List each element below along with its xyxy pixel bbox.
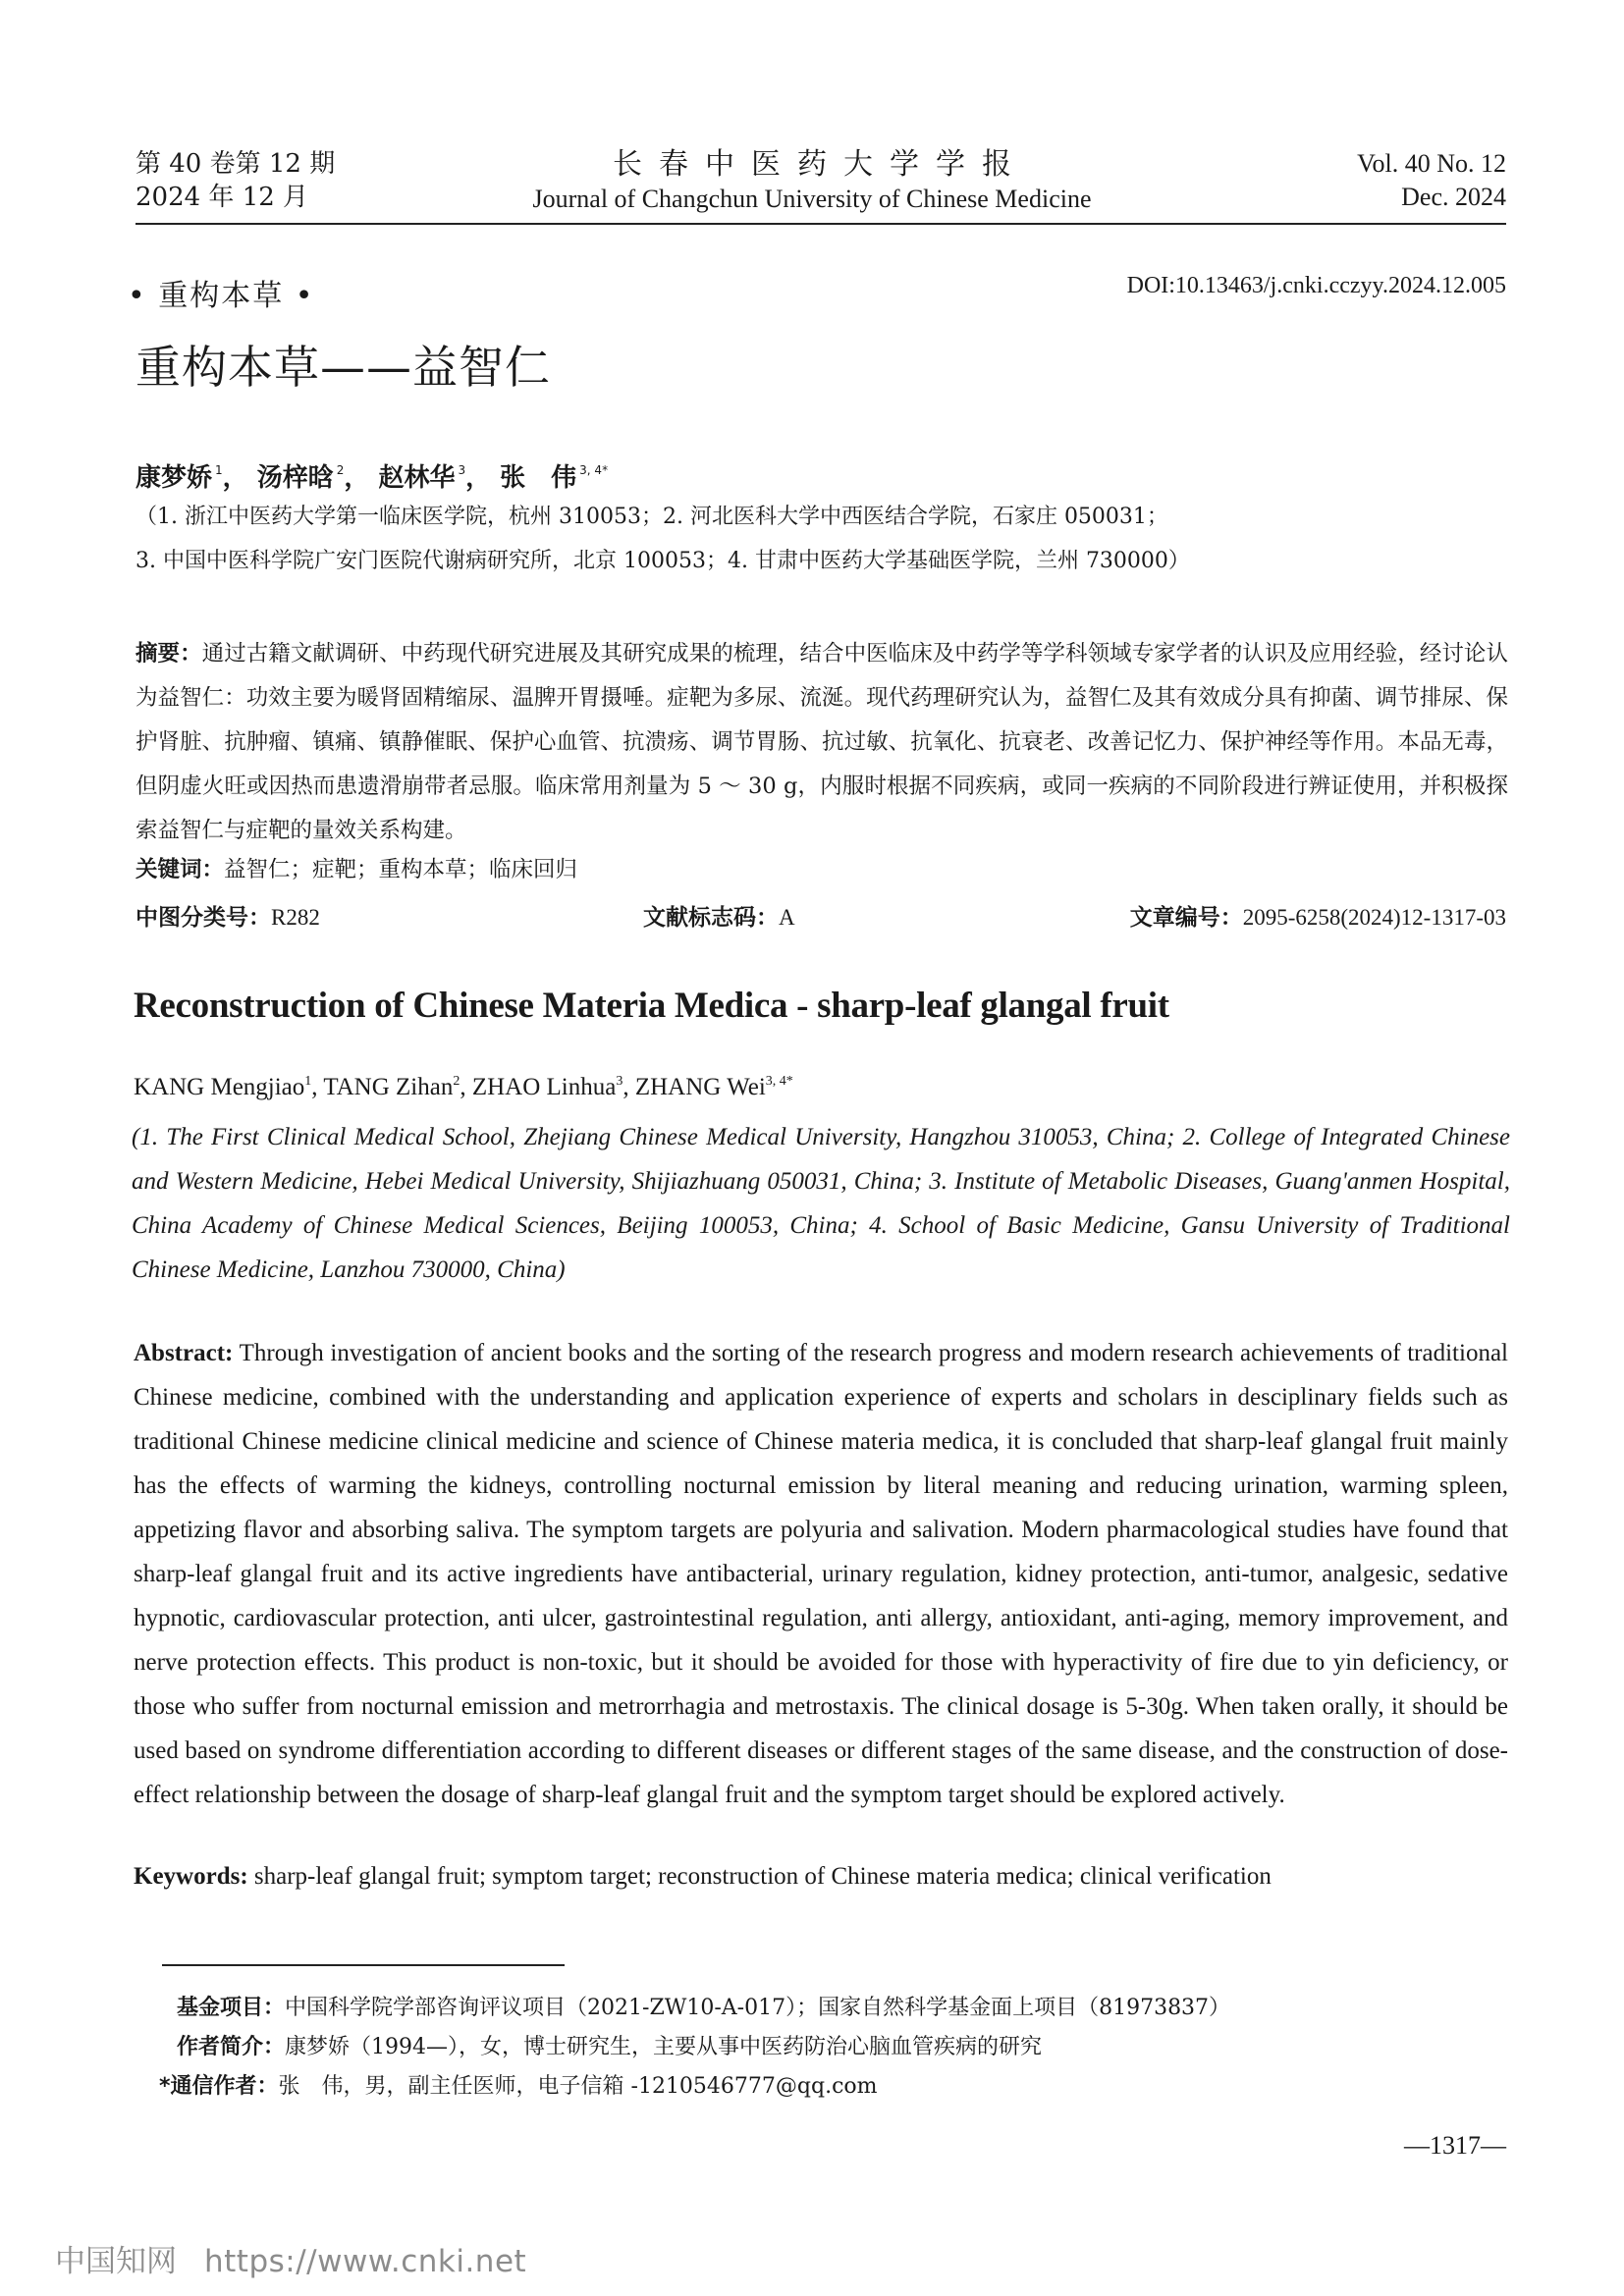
- affiliations-cn-line-1: （1. 浙江中医药大学第一临床医学院，杭州 310053；2. 河北医科大学中西医结合学院，石家庄 050031；: [135, 505, 1168, 529]
- journal-name-en: Journal of Changchun University of Chinese Medicine: [532, 185, 1092, 213]
- watermark-brand: 中国知网: [55, 2244, 177, 2279]
- abstract-cn-label: 摘要：: [135, 641, 202, 667]
- keywords-cn-text: 益智仁；症靶；重构本草；临床回归: [224, 857, 578, 882]
- document-code: [643, 899, 795, 932]
- author-affiliation-marker: 2: [336, 463, 345, 477]
- keywords-cn-label: 关键词：: [135, 857, 225, 882]
- footnote-corresponding: [159, 2073, 878, 2101]
- author-bio-label: 作者简介：: [177, 2035, 286, 2059]
- corresponding-label: *通信作者：: [159, 2074, 279, 2099]
- keywords-en: [134, 1863, 1272, 1891]
- document-code-label: 文献标志码：: [643, 905, 779, 931]
- author-affiliation-marker: 3, 4*: [579, 463, 609, 477]
- author-name-en: ZHAO Linhua: [471, 1074, 617, 1100]
- author-name: 赵林华: [378, 463, 456, 493]
- journal-name-cn: 长春中医药大学学报: [613, 147, 1028, 182]
- article-title-en: Reconstruction of Chinese Materia Medica - sharp-leaf glangal fruit: [134, 986, 1169, 1026]
- footnote-divider: [162, 1964, 565, 1966]
- author-affiliation-marker: 1: [215, 463, 223, 477]
- date-cn: 2024 年 12 月: [135, 183, 309, 212]
- clc-label: 中图分类号：: [135, 905, 271, 931]
- article-number-label: 文章编号：: [1129, 905, 1243, 931]
- affiliations-cn-line-2: 3. 中国中医科学院广安门医院代谢病研究所，北京 100053；4. 甘肃中医药大学基础医学院，兰州 730000）: [135, 549, 1190, 573]
- header-right: [1357, 147, 1506, 214]
- author-name: 张 伟: [500, 463, 577, 493]
- page-number: —1317—: [1404, 2131, 1506, 2160]
- author-affiliation-marker: 3: [458, 463, 466, 477]
- footnote-fund: [177, 1995, 1230, 2022]
- column-tag: • 重构本草 •: [128, 279, 315, 313]
- author-affiliation-marker: 3, 4*: [765, 1074, 793, 1089]
- article-number: [1130, 899, 1506, 932]
- abstract-en: [134, 1331, 1508, 1817]
- affiliations-en: (1. The First Clinical Medical School, Zhejiang Chinese Medical University, Hangzhou 310053, China; 2. College of Integrated Chinese and Western Medicine, Hebei Medical University, Shijiazhuang 050031, China; 3. Institute of Metabolic Diseases, Guang'anmen Hospital, China Academy of Chinese Medical Sciences, Beijing 100053, China; 4. School of Basic Medicine, Gansu University of Traditional Chinese Medicine, Lanzhou 730000, China): [132, 1124, 1510, 1283]
- footnote-author: [177, 2034, 1042, 2061]
- author-name-en: ZHANG Wei: [634, 1074, 766, 1100]
- authors-cn: 康梦娇 $^1$， 汤梓晗 $^2$， 赵林华 $^3$， 张 伟 $^{3, 4*}$: [135, 463, 609, 493]
- cnki-watermark: [55, 2236, 526, 2280]
- author-name: 康梦娇: [135, 463, 213, 493]
- article-title-cn: 重构本草——益智仁: [135, 341, 551, 394]
- article-number-value: 2095-6258(2024)12-1317-03: [1242, 905, 1506, 930]
- fund-label: 基金项目：: [177, 1996, 286, 2020]
- fund-text: 中国科学院学部咨询评议项目（2021-ZW10-A-017）；国家自然科学基金面上项目（81973837）: [285, 1996, 1231, 2020]
- authors-en: KANG Mengjiao$^1$, TANG Zihan$^2$, ZHAO Linhua$^3$, ZHANG Wei$^{3, 4*}$: [134, 1074, 793, 1100]
- clc-number: [135, 899, 320, 932]
- keywords-cn: [135, 852, 577, 883]
- abstract-en-label: Abstract:: [134, 1340, 234, 1366]
- author-name-en: TANG Zihan: [323, 1074, 454, 1100]
- author-affiliation-marker: 1: [304, 1074, 312, 1089]
- author-affiliation-marker: 2: [453, 1074, 460, 1089]
- corresponding-text: 张 伟，男，副主任医师，电子信箱 -1210546777@qq.com: [278, 2074, 878, 2099]
- header-divider: [135, 223, 1506, 225]
- author-name-en: KANG Mengjiao: [134, 1074, 305, 1100]
- author-bio-text: 康梦娇（1994—），女，博士研究生，主要从事中医药防治心脑血管疾病的研究: [285, 2035, 1043, 2059]
- abstract-cn-text: 通过古籍文献调研、中药现代研究进展及其研究成果的梳理，结合中医临床及中药学等学科领域专家学者的认识及应用经验，经讨论认为益智仁：功效主要为暖肾固精缩尿、温脾开胃摄唾。症靶为多尿、流涎。现代药理研究认为，益智仁及其有效成分具有抑菌、调节排尿、保护肾脏、抗肿瘤、镇痛、镇静催眠、保护心血管、抗溃疡、调节胃肠、抗过敏、抗氧化、抗衰老、改善记忆力、保护神经等作用。本品无毒，但阴虚火旺或因热而患遗滑崩带者忌服。临床常用剂量为 5 ～ 30 g，内服时根据不同疾病，或同一疾病的不同阶段进行辨证使用，并积极探索益智仁与症靶的量效关系构建。: [135, 641, 1508, 843]
- keywords-en-text: sharp-leaf glangal fruit; symptom target; reconstruction of Chinese materia medica; clinical verification: [253, 1863, 1272, 1890]
- keywords-en-label: Keywords:: [134, 1863, 248, 1890]
- author-name: 汤梓晗: [256, 463, 334, 493]
- clc-value: R282: [271, 905, 320, 930]
- author-affiliation-marker: 3: [616, 1074, 623, 1089]
- document-code-value: A: [779, 905, 795, 930]
- doi[interactable]: DOI:10.13463/j.cnki.cczyy.2024.12.005: [1126, 273, 1506, 298]
- volume-cn: 第 40 卷第 12 期: [135, 149, 336, 179]
- watermark-url[interactable]: https://www.cnki.net: [204, 2244, 527, 2279]
- volume-en: Vol. 40 No. 12: [1357, 149, 1506, 178]
- abstract-en-text: Through investigation of ancient books and the sorting of the research progress and modern research achievements of traditional Chinese medicine, combined with the understanding and application experience of experts and scholars in desciplinary fields such as traditional Chinese medicine clinical medicine and science of Chinese materia medica, it is concluded that sharp-leaf glangal fruit mainly has the effects of warming the kidneys, controlling nocturnal emission by literal meaning and reducing urination, warming spleen, appetizing flavor and absorbing saliva. The symptom targets are polyuria and salivation. Modern pharmacological studies have found that sharp-leaf glangal fruit and its active ingredients have antibacterial, urinary regulation, kidney protection, anti-tumor, analgesic, sedative hypnotic, cardiovascular protection, anti ulcer, gastrointestinal regulation, anti allergy, antioxidant, anti-aging, memory improvement, and nerve protection effects. This product is non-toxic, but it should be avoided for those with hyperactivity of fire due to yin deficiency, or those who suffer from nocturnal emission and metrorrhagia and metrostaxis. The clinical dosage is 5-30g. When taken orally, it should be used based on syndrome differentiation according to different diseases or different stages of the same disease, and the construction of dose-effect relationship between the dosage of sharp-leaf glangal fruit and the symptom target should be explored actively.: [134, 1340, 1508, 1808]
- abstract-cn: [135, 632, 1508, 853]
- date-en: Dec. 2024: [1401, 183, 1506, 211]
